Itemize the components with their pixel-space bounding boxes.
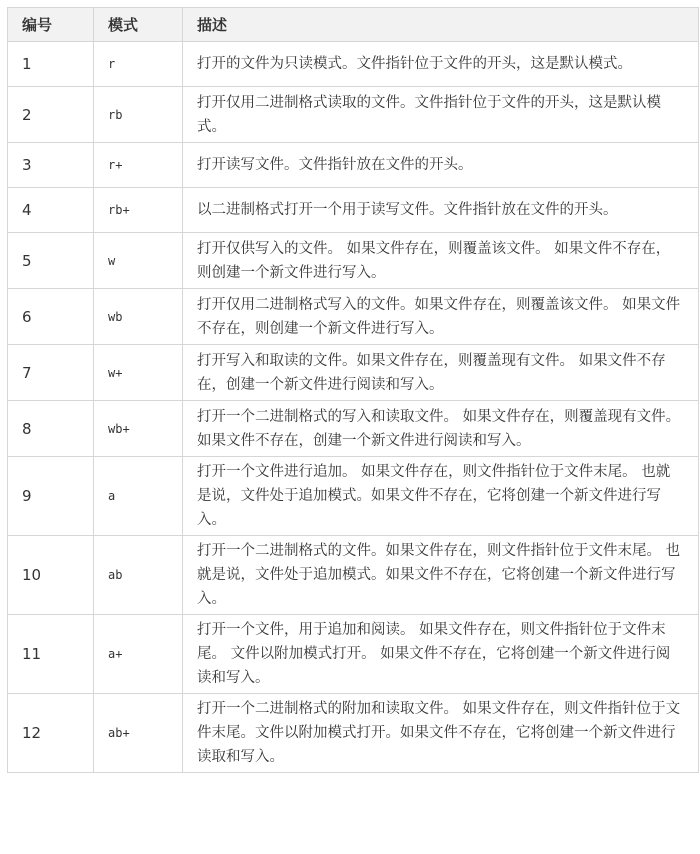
- row-number: 9: [8, 457, 94, 536]
- table-row: [8, 233, 699, 289]
- table-row: [8, 345, 699, 401]
- header-number: 编号: [8, 8, 94, 42]
- row-number: 7: [8, 345, 94, 401]
- row-mode: wb+: [94, 401, 183, 457]
- row-mode: rb: [94, 87, 183, 143]
- row-description: 打开一个文件，用于追加和阅读。 如果文件存在，则文件指针位于文件末尾。 文件以附加模式打开。 如果文件不存在，它将创建一个新文件进行阅读和写入。: [183, 615, 699, 694]
- table-row: [8, 401, 699, 457]
- header-row: [8, 8, 699, 42]
- file-modes-table: [7, 7, 699, 773]
- row-description: 打开一个二进制格式的文件。如果文件存在，则文件指针位于文件末尾。 也就是说，文件处于追加模式。如果文件不存在，它将创建一个新文件进行写入。: [183, 536, 699, 615]
- row-mode: rb+: [94, 188, 183, 233]
- row-number: 10: [8, 536, 94, 615]
- row-number: 11: [8, 615, 94, 694]
- row-number: 3: [8, 143, 94, 188]
- row-description: 打开一个二进制格式的写入和读取文件。 如果文件存在，则覆盖现有文件。 如果文件不存在，创建一个新文件进行阅读和写入。: [183, 401, 699, 457]
- table-header: [8, 8, 699, 42]
- table-row: [8, 188, 699, 233]
- table-row: [8, 694, 699, 773]
- row-number: 5: [8, 233, 94, 289]
- row-description: 打开读写文件。文件指针放在文件的开头。: [183, 143, 699, 188]
- table-body: [8, 42, 699, 773]
- row-number: 8: [8, 401, 94, 457]
- row-description: 以二进制格式打开一个用于读写文件。文件指针放在文件的开头。: [183, 188, 699, 233]
- row-mode: a+: [94, 615, 183, 694]
- row-mode: ab+: [94, 694, 183, 773]
- row-mode: w: [94, 233, 183, 289]
- header-description: 描述: [183, 8, 699, 42]
- row-description: 打开仅用二进制格式写入的文件。如果文件存在，则覆盖该文件。 如果文件不存在，则创建一个新文件进行写入。: [183, 289, 699, 345]
- row-mode: a: [94, 457, 183, 536]
- row-description: 打开写入和取读的文件。如果文件存在，则覆盖现有文件。 如果文件不存在，创建一个新文件进行阅读和写入。: [183, 345, 699, 401]
- row-number: 12: [8, 694, 94, 773]
- table-row: [8, 615, 699, 694]
- header-mode: 模式: [94, 8, 183, 42]
- row-mode: r: [94, 42, 183, 87]
- row-number: 6: [8, 289, 94, 345]
- table-row: [8, 289, 699, 345]
- row-description: 打开的文件为只读模式。文件指针位于文件的开头，这是默认模式。: [183, 42, 699, 87]
- row-number: 4: [8, 188, 94, 233]
- row-description: 打开一个文件进行追加。 如果文件存在，则文件指针位于文件末尾。 也就是说，文件处于追加模式。如果文件不存在，它将创建一个新文件进行写入。: [183, 457, 699, 536]
- row-number: 2: [8, 87, 94, 143]
- table-row: [8, 143, 699, 188]
- row-description: 打开一个二进制格式的附加和读取文件。 如果文件存在，则文件指针位于文件末尾。文件以附加模式打开。如果文件不存在，它将创建一个新文件进行读取和写入。: [183, 694, 699, 773]
- row-description: 打开仅用二进制格式读取的文件。文件指针位于文件的开头，这是默认模式。: [183, 87, 699, 143]
- row-mode: w+: [94, 345, 183, 401]
- table-row: [8, 457, 699, 536]
- table-row: [8, 42, 699, 87]
- row-mode: r+: [94, 143, 183, 188]
- row-mode: wb: [94, 289, 183, 345]
- row-mode: ab: [94, 536, 183, 615]
- row-number: 1: [8, 42, 94, 87]
- table-row: [8, 536, 699, 615]
- table-row: [8, 87, 699, 143]
- row-description: 打开仅供写入的文件。 如果文件存在，则覆盖该文件。 如果文件不存在，则创建一个新文件进行写入。: [183, 233, 699, 289]
